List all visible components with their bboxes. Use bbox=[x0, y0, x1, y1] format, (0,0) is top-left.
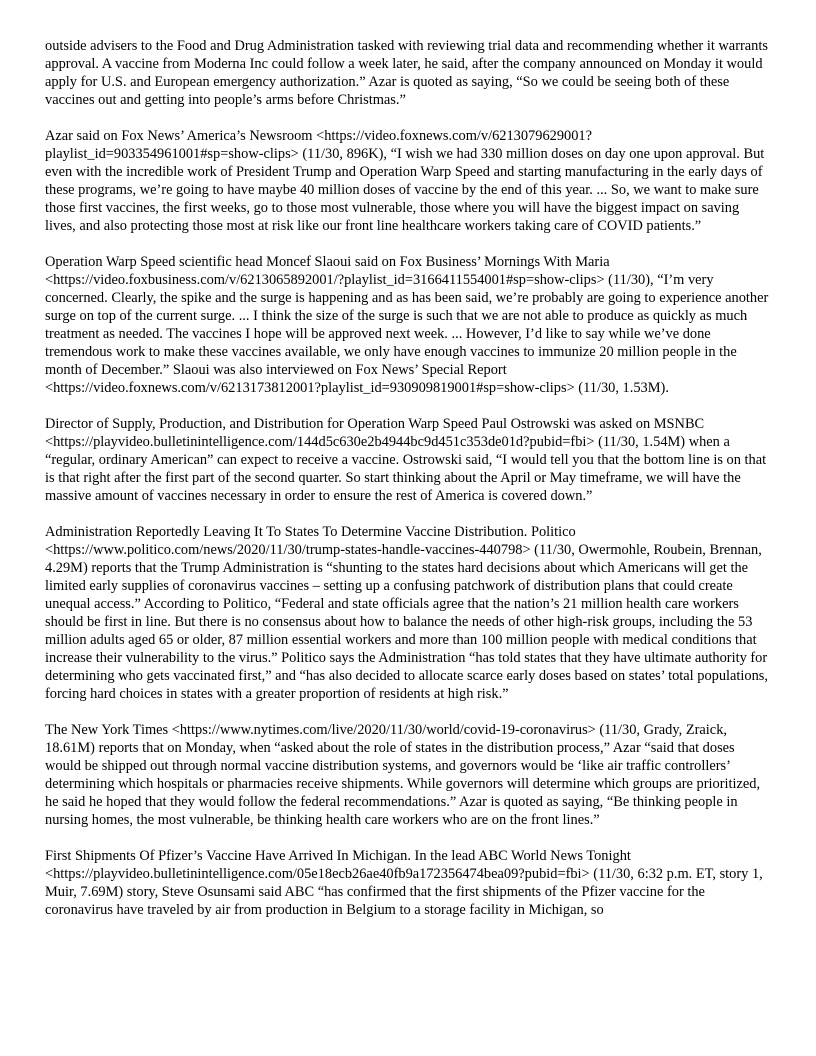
paragraph-politico-states: Administration Reportedly Leaving It To States To Determine Vaccine Distribution. Politico <https://www.politico.com/news/2020/11/30/trump-states-handle-vaccines-440798> (11/30, Owermohle, Roubein, Brennan, 4.29M) reports that the Trump Administration is “shunting to the states hard decisions about which Americans will get the limited early supplies of coronavirus vaccines – setting up a confusing patchwork of distribution plans that could create unequal access.” According to Politico, “Federal and state officials agree that the nation’s 21 million health care workers should be first in line. But there is no consensus about how to balance the needs of other high-risk groups, including the 53 million adults aged 65 or older, 87 million essential workers and more than 100 million people with medical conditions that increase their vulnerability to the virus.” Politico says the Administration “has told states that they have ultimate authority for determining who gets vaccinated first,” and “has also decided to allocate scarce early doses based on states’ total populations, forcing hard choices in states with a greater proportion of residents at high risk.” bbox=[45, 524, 769, 702]
paragraph-nytimes-distribution: The New York Times <https://www.nytimes.com/live/2020/11/30/world/covid-19-coronavirus> (11/30, Grady, Zraick, 18.61M) reports that on Monday, when “asked about the role of states in the distribution process,” Azar “said that doses would be shipped out through normal vaccine distribution systems, and governors would be ‘like air traffic controllers’ determining which hospitals or pharmacies receive shipments. While governors will determine which groups are prioritized, he said he hoped that they would follow the federal recommendations.” Azar is quoted as saying, “Be thinking people in nursing homes, the most vulnerable, be thinking health care workers who are on the front lines.” bbox=[45, 722, 761, 828]
paragraph-slaoui-fox-business: Operation Warp Speed scientific head Moncef Slaoui said on Fox Business’ Mornings With Maria <https://video.foxbusiness.com/v/6213065892001/?playlist_id=3166411554001#sp=show-clips> (11/30), “I’m very concerned. Clearly, the spike and the surge is happening and as has been said, we’re probably are going to experience another surge on top of the current surge. ... I think the size of the surge is such that we are not able to produce as quickly as much treatment as needed. The vaccines I hope will be approved next week. ... However, I’d like to say while we’ve done tremendous work to make these vaccines available, we only have enough vaccines to immunize 20 million people in the month of December.” Slaoui was also interviewed on Fox News’ Special Report <https://video.foxnews.com/v/6213173812001?playlist_id=930909819001#sp=show-clips> (11/30, 1.53M). bbox=[45, 254, 769, 396]
paragraph-pfizer-michigan: First Shipments Of Pfizer’s Vaccine Have Arrived In Michigan. In the lead ABC World News Tonight <https://playvideo.bulletinintelligence.com/05e18ecb26ae40fb9a172356474bea09?pubid=fbi> (11/30, 6:32 p.m. ET, story 1, Muir, 7.69M) story, Steve Osunsami said ABC “has confirmed that the first shipments of the Pfizer vaccine for the coronavirus have traveled by air from production in Belgium to a storage facility in Michigan, so bbox=[45, 848, 763, 918]
document-page bbox=[45, 37, 772, 919]
paragraph-ostrowski-msnbc: Director of Supply, Production, and Distribution for Operation Warp Speed Paul Ostrowski was asked on MSNBC <https://playvideo.bulletinintelligence.com/144d5c630e2b4944bc9d451c353de01d?pubid=fbi> (11/30, 1.54M) when a “regular, ordinary American” can expect to receive a vaccine. Ostrowski said, “I would tell you that the bottom line is on that is that right after the first part of the second quarter. So start thinking about the April or May timeframe, we will have the massive amount of vaccines necessary in order to ensure the rest of America is covered down.” bbox=[45, 416, 767, 504]
paragraph-azar-christmas: outside advisers to the Food and Drug Administration tasked with reviewing trial data and recommending whether it warrants approval. A vaccine from Moderna Inc could follow a week later, he said, after the company announced on Monday it would apply for U.S. and European emergency authorization.” Azar is quoted as saying, “So we could be seeing both of these vaccines out and getting into people’s arms before Christmas.” bbox=[45, 38, 768, 108]
paragraph-azar-fox-news: Azar said on Fox News’ America’s Newsroom <https://video.foxnews.com/v/6213079629001?playlist_id=903354961001#sp=show-clips> (11/30, 896K), “I wish we had 330 million doses on day one upon approval. But even with the incredible work of President Trump and Operation Warp Speed and starting manufacturing in the early days of these programs, we’re going to have maybe 40 million doses of vaccine by the end of this year. ... So, we want to make sure those first vaccines, the first weeks, go to those most vulnerable, those where you will have the biggest impact on saving lives, and also protecting those most at risk like our front line healthcare workers taking care of COVID patients.” bbox=[45, 128, 765, 234]
